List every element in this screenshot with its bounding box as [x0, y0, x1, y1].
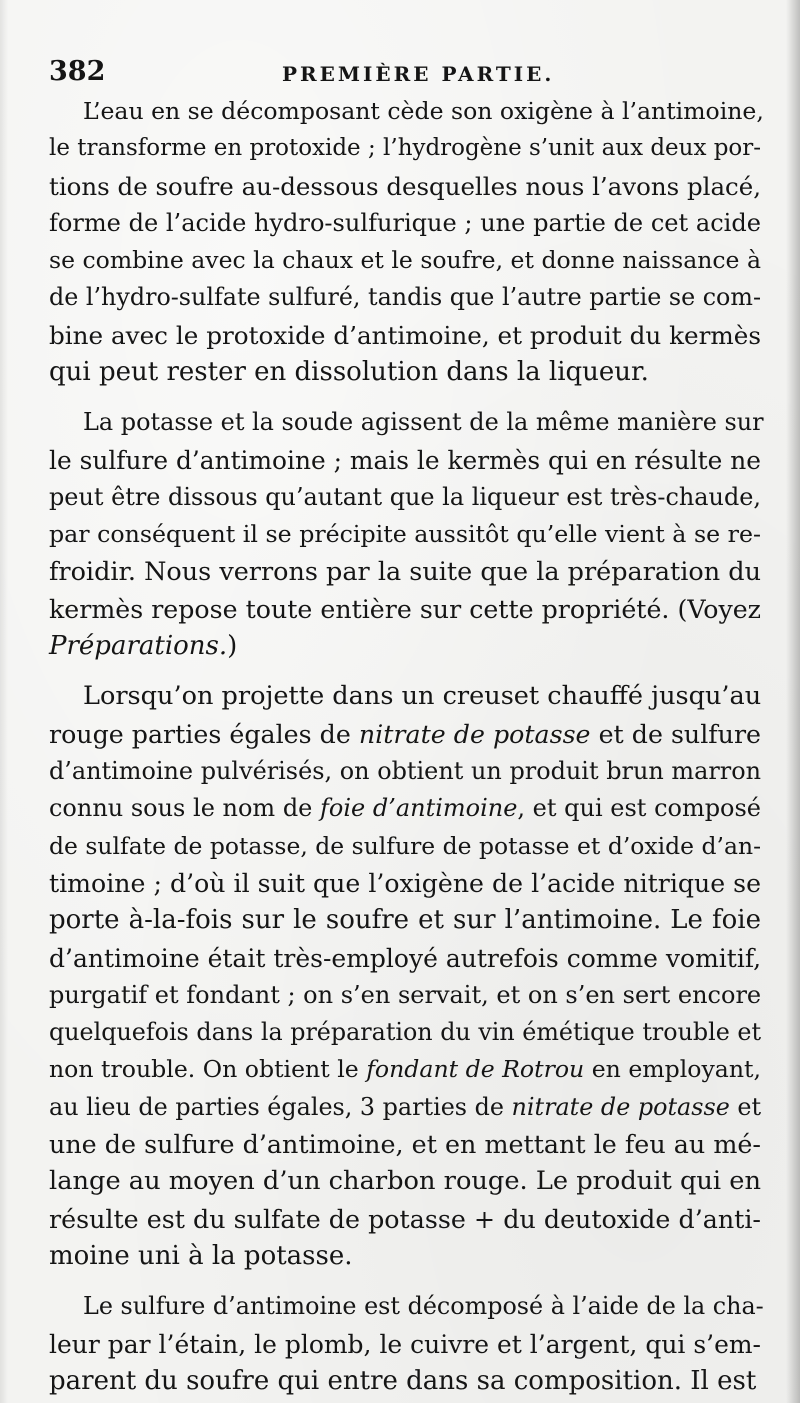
- text-line: [49, 93, 764, 130]
- italic-term: foie d’antimoine: [320, 794, 518, 823]
- text-run: bine avec le protoxide d’antimoine, et produit du kermès: [49, 320, 761, 350]
- text-run: tions de soufre au-dessous desquelles nous l’avons placé,: [49, 171, 761, 201]
- text-run: résulte est du sulfate de potasse + du deutoxide d’anti-: [49, 1203, 761, 1234]
- text-run: peut être dissous qu’autant que la liqueur est très-chaude,: [49, 482, 761, 511]
- text-line: [49, 1238, 761, 1275]
- text-run: porte à-la-fois sur le soufre et sur l’antimoine. Le foie: [49, 905, 761, 936]
- text-run: froidir. Nous verrons par la suite que la préparation du: [49, 556, 761, 587]
- text-line: [49, 205, 761, 242]
- text-line: [49, 1163, 761, 1200]
- running-head: PREMIÈRE PARTIE.: [282, 62, 555, 86]
- text-run: le sulfure d’antimoine ; mais le kermès qui en résulte ne: [49, 445, 761, 475]
- text-run: rouge parties égales de: [49, 719, 359, 749]
- paragraph-gap: [49, 391, 761, 404]
- text-run: , et qui est composé: [517, 794, 761, 823]
- text-line: [49, 977, 761, 1014]
- paragraph-gap: [49, 665, 761, 678]
- paragraph: [49, 404, 764, 665]
- italic-term: nitrate de potasse: [511, 1092, 730, 1121]
- page-gutter-shadow: [0, 0, 8, 1403]
- text-run: kermès repose toute entière sur cette propriété. (Voyez: [49, 594, 761, 624]
- text-line: [49, 279, 761, 316]
- text-run: ): [227, 631, 238, 662]
- text-run: leur par l’étain, le plomb, le cuivre et l’argent, qui s’em-: [49, 1329, 761, 1359]
- text-line: [49, 516, 761, 553]
- text-run: moine uni à la potasse.: [49, 1240, 353, 1271]
- text-line: [49, 753, 761, 790]
- text-line: [49, 828, 761, 865]
- text-line: [49, 1201, 761, 1238]
- text-line: [49, 902, 761, 939]
- text-run: et de sulfure: [590, 719, 761, 749]
- paragraph: [49, 1288, 764, 1400]
- paragraph-gap: [49, 1275, 761, 1288]
- text-run: une de sulfure d’antimoine, et en mettant le feu au mé-: [49, 1129, 761, 1160]
- text-line: [49, 678, 761, 715]
- text-line: [49, 628, 761, 665]
- page-header: [49, 56, 759, 96]
- text-run: de l’hydro-sulfate sulfuré, tandis que l’autre partie se com-: [49, 283, 761, 312]
- text-run: connu sous le nom de: [49, 794, 321, 823]
- text-line: [49, 442, 761, 479]
- italic-term: fondant de Rotrou: [366, 1055, 585, 1084]
- italic-term: nitrate de potasse: [358, 719, 591, 749]
- text-run: La potasse et la soude agissent de la même manière sur: [83, 408, 764, 437]
- text-run: au lieu de parties égales, 3 parties de: [49, 1092, 512, 1121]
- text-run: d’antimoine était très-employé autrefois comme vomitif,: [49, 943, 762, 973]
- text-line: [49, 479, 761, 516]
- text-run: le transforme en protoxide ; l’hydrogène s’unit aux deux por-: [49, 135, 761, 162]
- text-line: [49, 716, 761, 753]
- text-line: [49, 242, 761, 279]
- italic-term: Préparations.: [49, 631, 228, 662]
- text-line: [49, 1363, 761, 1400]
- text-line: [49, 130, 761, 167]
- paragraph: [49, 678, 761, 1275]
- text-line: [49, 1126, 761, 1163]
- body-text: [49, 93, 764, 1400]
- text-run: lange au moyen d’un charbon rouge. Le produit qui en: [49, 1166, 761, 1197]
- text-run: d’antimoine pulvérisés, on obtient un produit brun marron: [49, 757, 761, 786]
- text-run: par conséquent il se précipite aussitôt qu’elle vient à se re-: [49, 520, 761, 549]
- text-line: [49, 554, 761, 591]
- text-line: [49, 1051, 761, 1088]
- text-line: [49, 317, 761, 354]
- text-run: non trouble. On obtient le: [49, 1055, 367, 1084]
- text-line: [49, 404, 764, 441]
- text-line: [49, 354, 761, 391]
- text-run: quelquefois dans la préparation du vin émétique trouble et: [49, 1018, 761, 1047]
- text-run: qui peut rester en dissolution dans la liqueur.: [49, 357, 649, 388]
- text-line: [49, 940, 761, 977]
- text-run: purgatif et fondant ; on s’en servait, et on s’en sert encore: [49, 980, 762, 1009]
- text-run: se combine avec la chaux et le soufre, et donne naissance à: [49, 246, 761, 275]
- text-run: en employant,: [584, 1055, 762, 1084]
- paragraph: [49, 93, 764, 391]
- page-edge-shadow: [786, 0, 800, 1403]
- page-number: 382: [49, 56, 106, 87]
- text-run: de sulfate de potasse, de sulfure de potasse et d’oxide d’an-: [49, 831, 761, 860]
- text-run: Le sulfure d’antimoine est décomposé à l’aide de la cha-: [83, 1292, 764, 1321]
- text-line: [49, 1089, 761, 1126]
- text-run: parent du soufre qui entre dans sa composition. Il est: [49, 1365, 757, 1396]
- text-run: timoine ; d’où il suit que l’oxigène de l’acide nitrique se: [49, 868, 761, 898]
- text-run: forme de l’acide hydro-sulfurique ; une partie de cet acide: [49, 208, 761, 237]
- text-line: [49, 1326, 761, 1363]
- text-line: [49, 790, 761, 827]
- text-run: et: [729, 1092, 762, 1121]
- text-run: Lorsqu’on projette dans un creuset chauffé jusqu’au: [83, 681, 762, 712]
- text-line: [49, 591, 761, 628]
- text-run: L’eau en se décomposant cède son oxigène à l’antimoine,: [83, 97, 764, 125]
- text-line: [49, 1288, 764, 1325]
- text-line: [49, 168, 761, 205]
- text-line: [49, 1014, 761, 1051]
- text-line: [49, 865, 761, 902]
